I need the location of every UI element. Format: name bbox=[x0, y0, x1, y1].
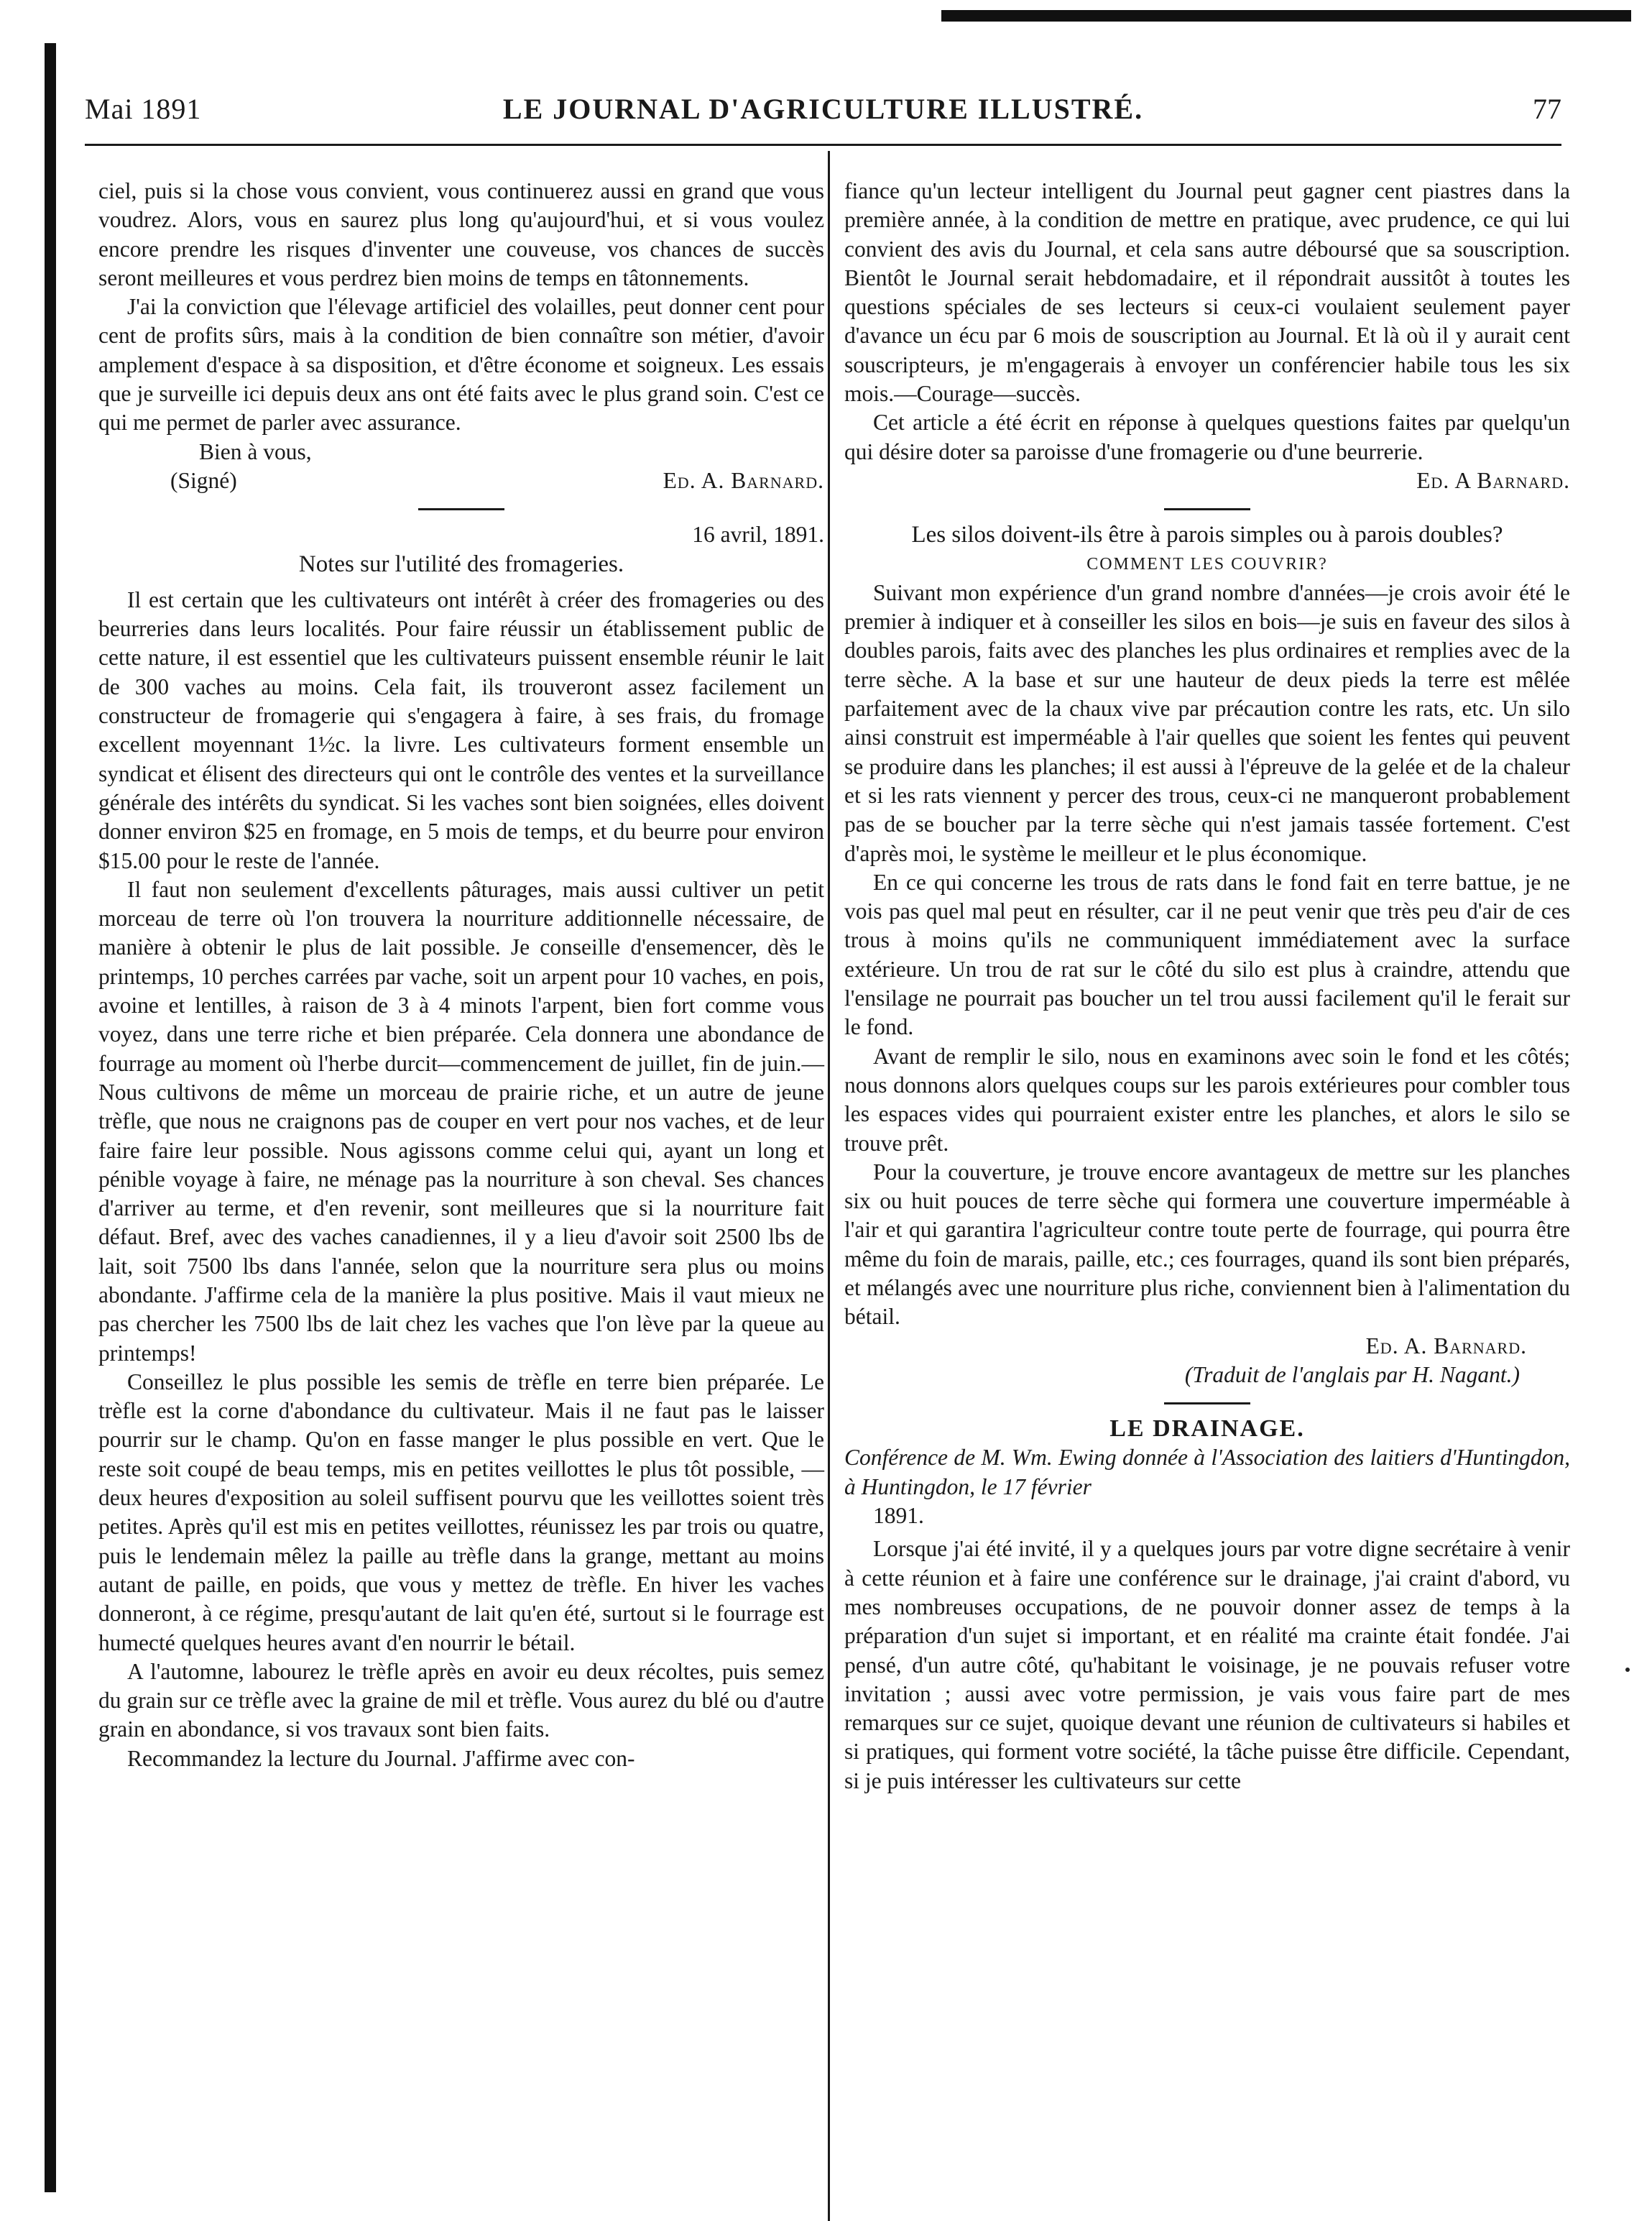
journal-title: LE JOURNAL D'AGRICULTURE ILLUSTRÉ. bbox=[502, 93, 1144, 125]
signature-block bbox=[98, 466, 824, 495]
author-signature: Ed. A. Barnard. bbox=[663, 467, 824, 493]
article-paragraph: A l'automne, labourez le trèfle après en avoir eu deux récoltes, puis semez du grain sur ce trèfle avec la graine de mil et trèfle. Vous aurez du blé ou d'autre grain en abondance, si vos travaux sont bien faits. bbox=[98, 1658, 824, 1742]
drainage-subtitle bbox=[844, 1443, 1570, 1530]
article-paragraph: Il est certain que les cultivateurs ont intérêt à créer des fromageries ou des beurreries dans leurs localités. Pour faire réussir un établissement public de cette nature, il est essentiel que les cultivateurs puissent ensemble réunir le lait de 300 vaches au moins. Cela fait, ils trouveront assez facilement un constructeur de fromagerie qui s'engagera à faire, à ses frais, du fromage excellent moyennant 1½c. la livre. Les cultivateurs forment ensemble un syndicat et élisent des directeurs qui ont le contrôle des ventes et la surveillance générale des intérêts du syndicat. Si les vaches sont bien soignées, elles doivent donner environ $25 en fromage, en 5 mois de temps, et du beurre pour environ $15.00 pour le reste de l'année. bbox=[98, 587, 824, 873]
note-signature: Ed. A Barnard. bbox=[1416, 467, 1570, 493]
silo-signature: Ed. A. Barnard. bbox=[1365, 1333, 1527, 1358]
left-column bbox=[98, 177, 824, 1773]
drainage-subtitle-text: Conférence de M. Wm. Ewing donnée à l'Association des laitiers d'Huntingdon, à Huntingdon, le 17 février bbox=[844, 1445, 1570, 1499]
header-date: Mai 1891 bbox=[85, 93, 202, 125]
translation-credit: (Traduit de l'anglais par H. Nagant.) bbox=[1184, 1361, 1520, 1387]
ink-speck bbox=[1625, 1668, 1630, 1672]
drainage-title: LE DRAINAGE. bbox=[1109, 1415, 1305, 1443]
drainage-paragraph: Lorsque j'ai été invité, il y a quelques jours par votre digne secrétaire à venir à cette réunion et à faire une conférence sur le drainage, j'ai craint d'abord, vu mes nombreuses occupations, de ne pouvoir donner assez de temps à la préparation d'un sujet si important, et en réalité ma crainte était fondée. J'ai pensé, d'un autre côté, qu'habitant le voisinage, je ne pouvais refuser votre invitation ; aussi avec votre permission, je vais vous faire part de mes remarques sur ce sujet, quoique devant une réunion de cultivateurs si habiles et si pratiques, qui forment votre société, la tâche puisse être difficile. Cependant, si je puis intéresser les cultivateurs sur cette bbox=[844, 1536, 1570, 1793]
article-dateline: 16 avril, 1891. bbox=[692, 522, 824, 548]
signed-label: (Signé) bbox=[170, 467, 237, 493]
section-rule bbox=[418, 508, 504, 510]
section-rule bbox=[1164, 1402, 1250, 1404]
silo-paragraph: Pour la couverture, je trouve encore avantageux de mettre sur les planches six ou huit pouces de terre sèche qui formera une couverture imperméable à l'air et qui garantira l'agriculteur contre toute perte de fourrage, qui pourra être même du foin de marais, paille, etc.; ces fourrages, quand ils sont bien préparés, et mélangés avec une nourriture plus riche, conviennent bien à l'alimentation du bétail. bbox=[844, 1159, 1570, 1330]
column-divider bbox=[828, 151, 830, 2221]
top-edge-bar bbox=[941, 10, 1631, 22]
silo-paragraph: Suivant mon expérience d'un grand nombre d'années—je crois avoir été le premier à indiquer et à conseiller les silos en bois—je suis en faveur des silos à doubles parois, faits avec des planches les plus ordinaires et remplies avec de la terre sèche. A la base et sur une hauteur de deux pieds la terre est mêlée parfaitement avec de la chaux vive par précaution contre les rats, etc. Un silo ainsi construit est imperméable à l'air quelles que soient les fentes qui peuvent se produire dans les planches; il est aussi à l'épreuve de la gelée et de la chaleur et si les rats viennent y percer des trous, ceux-ci ne manqueront probablement pas de se boucher par la terre sèche qui n'est jamais tassée fortement. C'est d'après moi, le système le meilleur et le plus économique. bbox=[844, 579, 1570, 866]
article-paragraph: Il faut non seulement d'excellents pâturages, mais aussi cultiver un petit morceau de terre où l'on trouvera la nourriture additionnelle nécessaire, de manière à obtenir le plus de lait possible. Je conseille d'ensemencer, dès le printemps, 10 perches carrées par vache, soit un arpent pour 10 vaches, en pois, avoine et lentilles, à raison de 3 à 4 minots l'arpent, bien fort comme vous voyez, dans une terre riche et bien préparée. Cela donnera une abondance de fourrage au moment où l'herbe durcit—commencement de juillet, fin de juin.—Nous cultivons de même un morceau de prairie riche, et un autre de jeune trèfle, que nous ne craignons pas de couper en vert pour nos vaches, et de leur faire faire leur possible. Nous agissons comme celui qui, ayant un long et pénible voyage à faire, ne ménage pas la nourriture à son cheval. Ses chances d'arriver au terme, et d'en revenir, sont meilleures que si la nourriture fait défaut. Bref, avec des vaches canadiennes, il y a lieu d'avoir soit 2500 lbs de lait, soit 7500 lbs dans l'année, selon que la nourriture sera plus ou moins abondante. J'affirme cela de la manière la plus positive. Mais il vaut mieux ne pas chercher les 7500 lbs de lait chez les vaches que l'on lève par la queue au printemps! bbox=[98, 876, 824, 1366]
continuation-paragraph: ciel, puis si la chose vous convient, vous continuerez aussi en grand que vous voudrez. Alors, vous en saurez plus long qu'aujourd'hui, et si vous voulez encore prendre les risques d'inventer une couveuse, vos chances de succès seront meilleures et vous perdrez bien moins de temps en tâtonnements. bbox=[98, 178, 824, 290]
right-column bbox=[844, 177, 1570, 1795]
silo-paragraph: Avant de remplir le silo, nous en examinons avec soin le fond et les côtés; nous donnons alors quelques coups sur les parois extérieures pour combler tous les espaces vides qui pourraient exister entre les planches, et alors le silo se trouve prêt. bbox=[844, 1043, 1570, 1156]
drainage-year: 1891. bbox=[873, 1503, 924, 1529]
page-number: 77 bbox=[1533, 93, 1561, 125]
article-title: Notes sur l'utilité des fromageries. bbox=[298, 551, 624, 577]
note-paragraph: Cet article a été écrit en réponse à quelques questions faites par quelqu'un qui désire doter sa paroisse d'une fromagerie ou d'une beurrerie. bbox=[844, 410, 1570, 464]
article-paragraph: Conseillez le plus possible les semis de trèfle en terre bien préparée. Le trèfle est la corne d'abondance du cultivateur. Mais il ne faut pas le laisser pourrir sur le champ. Qu'on en fasse manger le plus possible en vert. Que le reste soit coupé de beau temps, mis en petites veillottes le plus tôt possible, —deux heures d'exposition au soleil suffisent pourvu que les veillottes soient très petites. Après qu'il est mis en petites veillottes, réunissez les par trois ou quatre, puis le lendemain mêlez la paille au trèfle dans la grange, mettant au moins autant de paille, en poids, que vous y mettez de trèfle. En hiver les vaches donneront, à ce régime, presqu'autant de lait qu'en été, surtout si le fourrage est humecté quelques heures avant d'en nourrir le bétail. bbox=[98, 1369, 824, 1655]
page-header bbox=[85, 92, 1561, 135]
silo-article-title: Les silos doivent-ils être à parois simples ou à parois doubles? bbox=[911, 522, 1503, 548]
article-paragraph: Recommandez la lecture du Journal. J'affirme avec con- bbox=[127, 1745, 635, 1771]
continuation-paragraph: fiance qu'un lecteur intelligent du Journal peut gagner cent piastres dans la première année, à la condition de mettre en pratique, avec prudence, ce qui lui convient des avis du Journal, et cela sans autre déboursé que sa souscription. Bientôt le Journal serait hebdomadaire, et il répondrait aussitôt à toutes les questions spéciales de ses lecteurs si ceux-ci voulaient seulement payer d'avance un écu par 6 mois de souscription au Journal. Et là où il y aurait cent souscripteurs, je m'engagerais à envoyer un conférencier habile tous les six mois.—Courage—succès. bbox=[844, 178, 1570, 407]
page-binding-edge bbox=[45, 43, 56, 2192]
closing-line: Bien à vous, bbox=[199, 438, 312, 464]
silo-article-subtitle: COMMENT LES COUVRIR? bbox=[1086, 554, 1328, 574]
section-rule bbox=[1164, 508, 1250, 510]
silo-paragraph: En ce qui concerne les trous de rats dans le fond fait en terre battue, je ne vois pas quel mal peut en résulter, car il ne peut venir que très peu d'air de ces trous à moins qu'ils ne communiquent immédiatement avec la surface extérieure. Un trou de rat sur le côté du silo est plus à craindre, attendu que l'ensilage ne pourrait pas boucher un tel trou aussi facilement qu'il le ferait sur le fond. bbox=[844, 869, 1570, 1040]
conviction-paragraph: J'ai la conviction que l'élevage artificiel des volailles, peut donner cent pour cent de profits sûrs, mais à la condition de bien connaître son métier, d'avoir amplement d'espace à sa disposition, et d'être économe et soigneux. Les essais que je surveille ici depuis deux ans ont été faits avec le plus grand soin. C'est ce qui me permet de parler avec assurance. bbox=[98, 294, 824, 436]
header-rule bbox=[85, 144, 1561, 146]
